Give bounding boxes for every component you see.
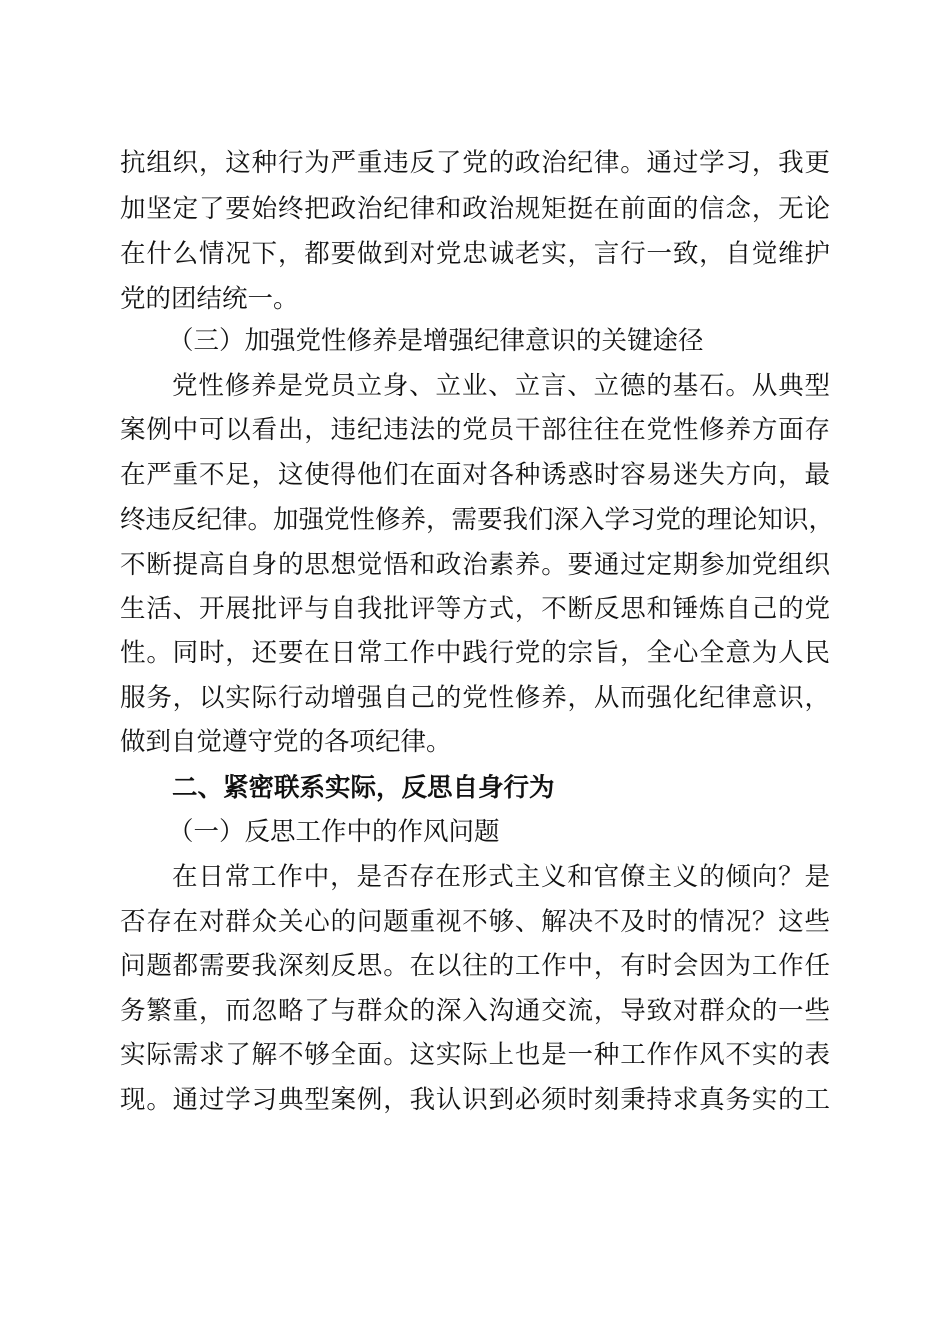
section-heading: （一）反思工作中的作风问题 [168,817,500,847]
paragraph-line: 实际需求了解不够全面。这实际上也是一种工作作风不实的表 [120,1040,830,1070]
paragraph-line: 性。同时，还要在日常工作中践行党的宗旨，全心全意为人民 [120,638,830,668]
paragraph-line: 不断提高自身的思想觉悟和政治素养。要通过定期参加党组织 [120,550,830,580]
paragraph-line: 抗组织，这种行为严重违反了党的政治纪律。通过学习，我更 [120,148,830,178]
paragraph-line: 在日常工作中，是否存在形式主义和官僚主义的倾向？是 [172,862,830,892]
paragraph-line: 加坚定了要始终把政治纪律和政治规矩挺在前面的信念，无论 [120,194,830,224]
chapter-heading: 二、紧密联系实际，反思自身行为 [172,773,555,803]
paragraph-line: 终违反纪律。加强党性修养，需要我们深入学习党的理论知识， [120,505,835,535]
paragraph-line: 党的团结统一。 [120,284,299,314]
section-heading: （三）加强党性修养是增强纪律意识的关键途径 [168,326,704,356]
paragraph-line: 服务，以实际行动增强自己的党性修养，从而强化纪律意识， [120,683,830,713]
paragraph-line: 在什么情况下，都要做到对党忠诚老实，言行一致，自觉维护 [120,239,830,269]
paragraph-line: 现。通过学习典型案例，我认识到必须时刻秉持求真务实的工 [120,1085,830,1115]
paragraph-line: 问题都需要我深刻反思。在以往的工作中，有时会因为工作任 [120,951,830,981]
paragraph-line: 务繁重，而忽略了与群众的深入沟通交流，导致对群众的一些 [120,996,830,1026]
paragraph-line: 党性修养是党员立身、立业、立言、立德的基石。从典型 [172,371,830,401]
paragraph-line: 案例中可以看出，违纪违法的党员干部往往在党性修养方面存 [120,415,830,445]
paragraph-line: 生活、开展批评与自我批评等方式，不断反思和锤炼自己的党 [120,594,830,624]
paragraph-line: 做到自觉遵守党的各项纪律。 [120,727,452,757]
paragraph-line: 在严重不足，这使得他们在面对各种诱惑时容易迷失方向，最 [120,460,830,490]
paragraph-line: 否存在对群众关心的问题重视不够、解决不及时的情况？这些 [120,907,830,937]
